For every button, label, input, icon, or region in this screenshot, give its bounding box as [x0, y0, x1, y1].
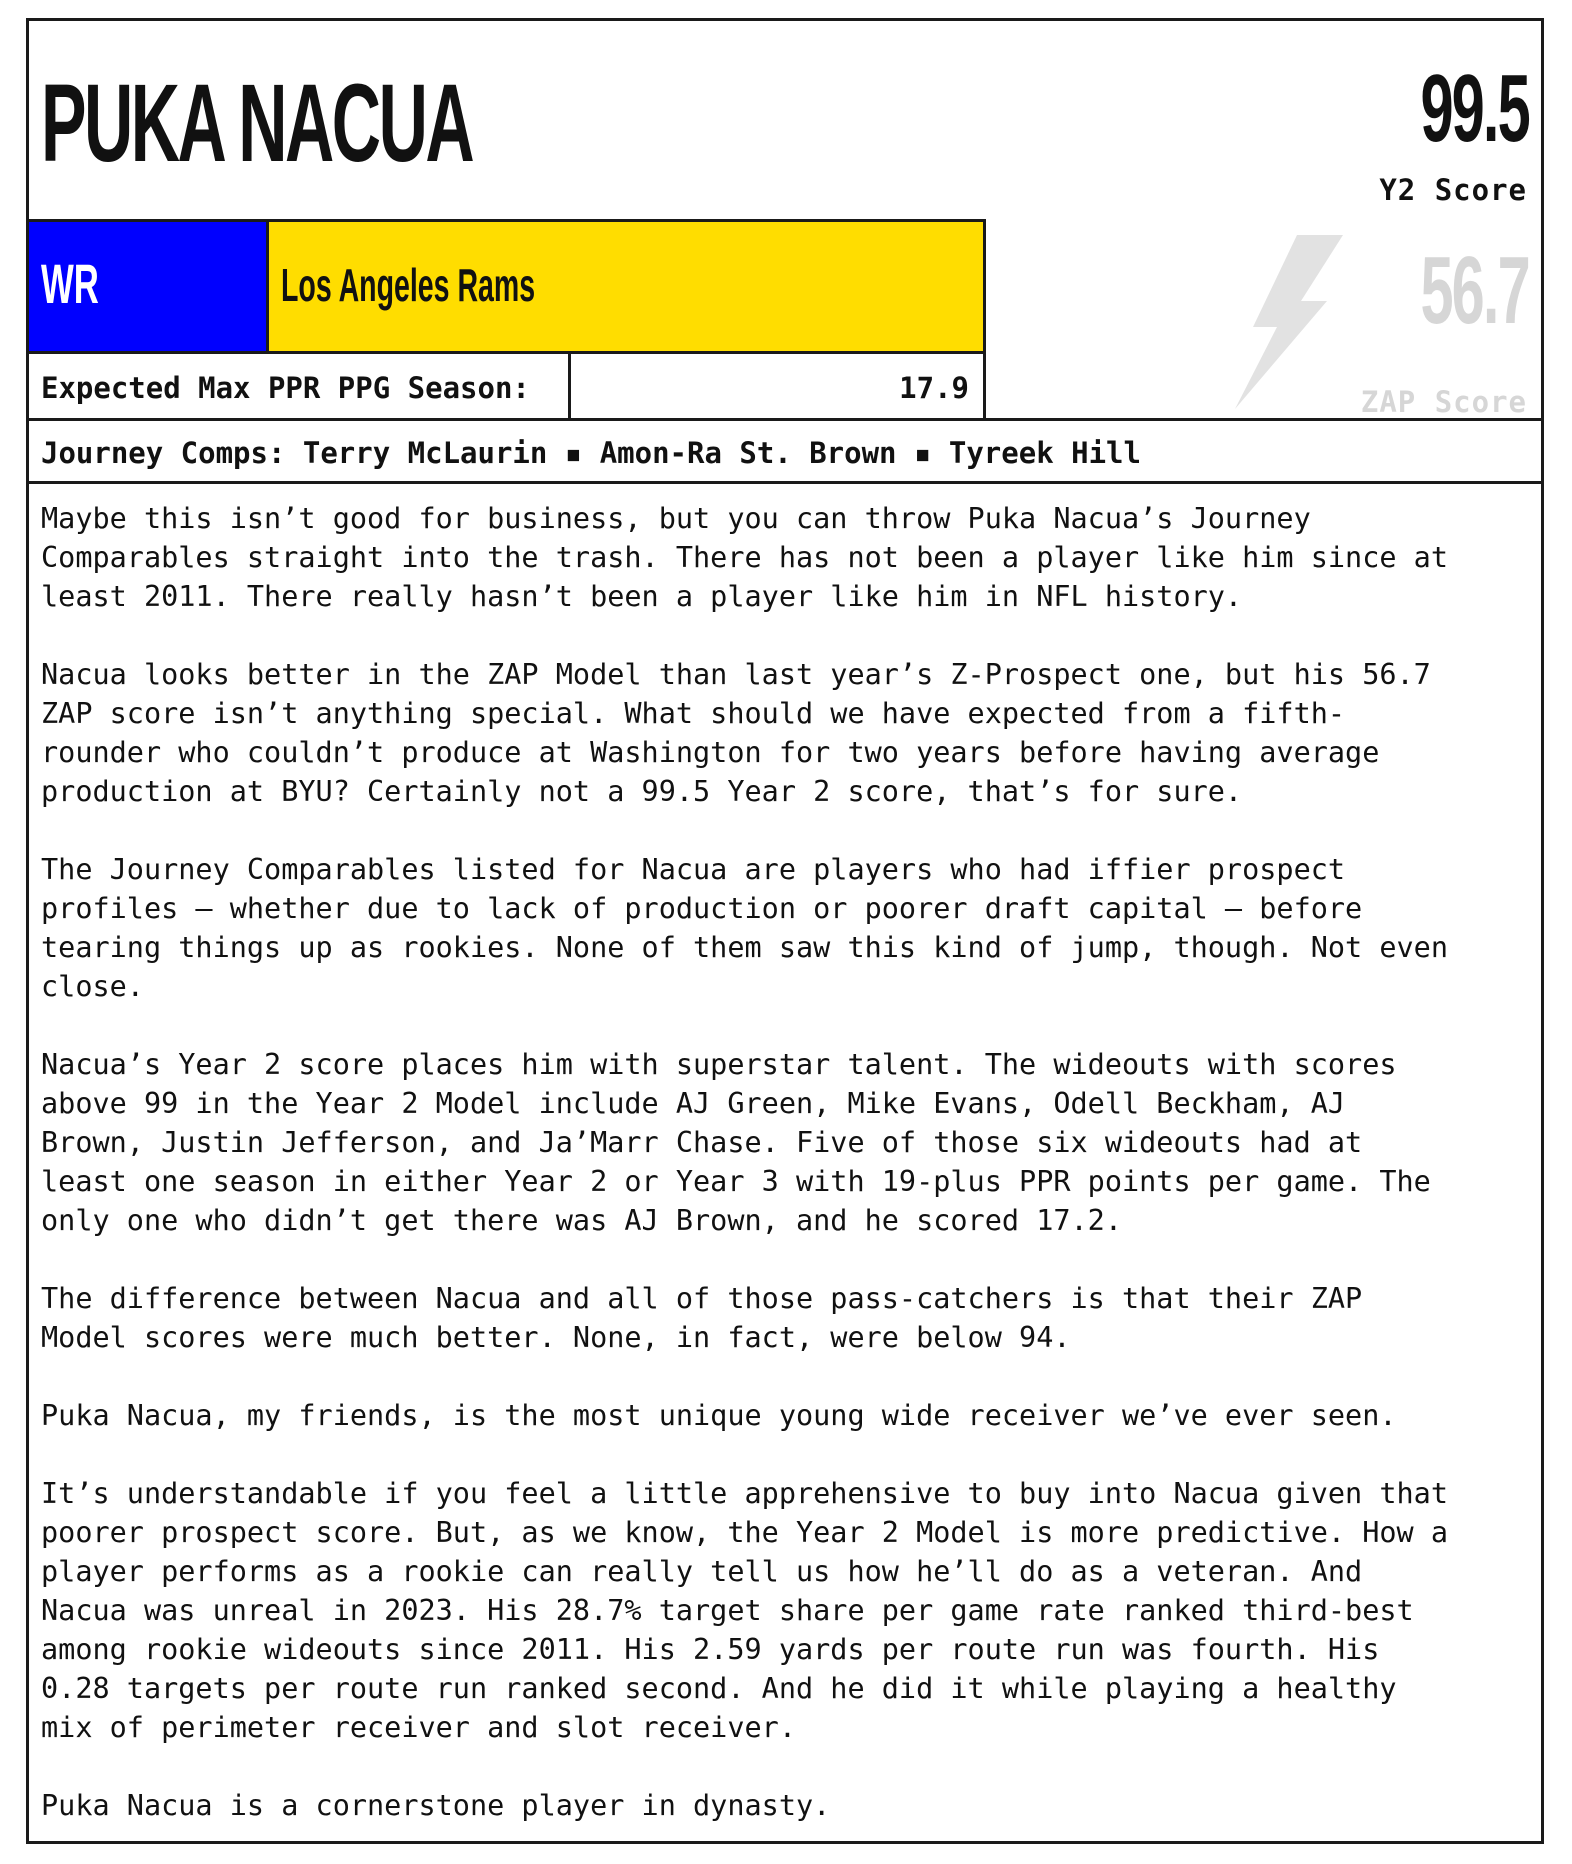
y2-score-label: Y2 Score: [1379, 173, 1527, 207]
player-name: PUKA NACUA: [41, 62, 473, 185]
expected-ppg-label: Expected Max PPR PPG Season:: [41, 371, 530, 405]
team-text: Los Angeles Rams: [281, 259, 536, 311]
paragraph: Nacua’s Year 2 score places him with superstar talent. The wideouts with scores above 99 in the Year 2 Model include AJ Green, Mike Evans, Odell Beckham, AJ Brown, Justin Jefferson, and Ja’Marr Chase. Five of those six wideouts had at least one season in either Year 2 or Year 3 with 19-plus PPR points per game. The only one who didn’t get there was AJ Brown, and he scored 17.2.: [41, 1048, 1431, 1237]
zap-score-value: 56.7: [1420, 237, 1529, 344]
lightning-bolt-icon: [1235, 235, 1345, 409]
paragraph: Puka Nacua, my friends, is the most unique young wide receiver we’ve ever seen.: [41, 1399, 1397, 1432]
paragraph: It’s understandable if you feel a little apprehensive to buy into Nacua given that poorer prospect score. But, as we know, the Year 2 Model is more predictive. How a player performs as a rookie can really tell us how he’ll do as a veteran. And Nacua was unreal in 2023. His 28.7% target share per game rate ranked third-best among rookie wideouts since 2011. His 2.59 yards per route run was fourth. His 0.28 targets per route run ranked second. And he did it while playing a healthy mix of perimeter receiver and slot receiver.: [41, 1477, 1448, 1744]
expected-ppg-row: [29, 351, 986, 418]
paragraph: Puka Nacua is a cornerstone player in dynasty.: [41, 1789, 831, 1822]
expected-ppg-value: 17.9: [899, 371, 969, 405]
paragraph: The difference between Nacua and all of those pass-catchers is that their ZAP Model scores were much better. None, in fact, were below 94.: [41, 1282, 1363, 1354]
paragraph: Nacua looks better in the ZAP Model than last year’s Z-Prospect one, but his 56.7 ZAP score isn’t anything special. What should we have expected from a fifth- rounder who couldn’t produce at Washington for two years before having average production at BYU? Certainly not a 99.5 Year 2 score, that’s for sure.: [41, 658, 1431, 808]
team-badge: [269, 219, 986, 351]
paragraph: The Journey Comparables listed for Nacua are players who had iffier prospect profiles — whether due to lack of production or poorer draft capital — before tearing things up as rookies. None of them saw this kind of jump, though. Not even close.: [41, 853, 1448, 1003]
position-badge: [29, 219, 269, 351]
ppg-divider: [568, 354, 571, 418]
journey-comps-text: Journey Comps: Terry McLaurin ▪ Amon-Ra St. Brown ▪ Tyreek Hill: [41, 436, 1141, 470]
position-text: WR: [41, 252, 99, 315]
player-card: [26, 18, 1544, 1844]
article-body: [41, 499, 1537, 1864]
zap-score-label: ZAP Score: [1360, 385, 1527, 419]
journey-comps-row: [29, 418, 1541, 484]
y2-score-value: 99.5: [1420, 55, 1529, 162]
paragraph: Maybe this isn’t good for business, but you can throw Puka Nacua’s Journey Comparables straight into the trash. There has not been a player like him since at least 2011. There really hasn’t been a player like him in NFL history.: [41, 502, 1448, 613]
